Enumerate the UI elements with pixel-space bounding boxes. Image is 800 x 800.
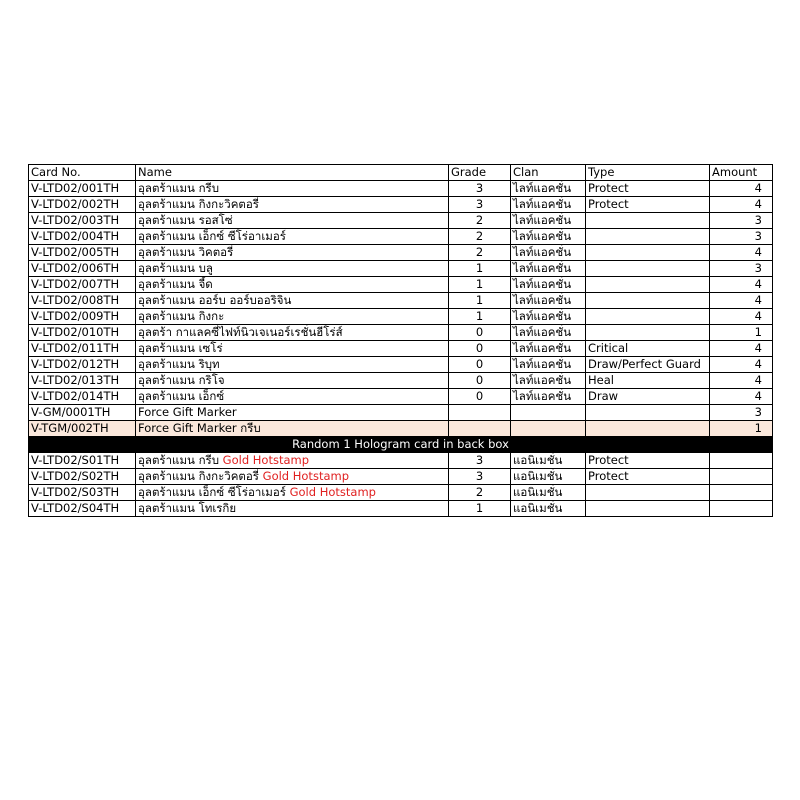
- grade-cell: 1: [449, 309, 511, 325]
- amount-cell: [710, 501, 773, 517]
- type-cell: Protect: [586, 181, 710, 197]
- grade-cell: 3: [449, 469, 511, 485]
- header-card-no: Card No.: [29, 165, 136, 181]
- type-cell: Protect: [586, 197, 710, 213]
- amount-cell: [710, 485, 773, 501]
- card-name: อุลตร้าแมน เซโร่: [138, 341, 223, 355]
- clan-cell: ไลท์แอคชั่น: [511, 357, 586, 373]
- card-no-cell: V-GM/0001TH: [29, 405, 136, 421]
- type-cell: [586, 261, 710, 277]
- card-no-cell: V-LTD02/003TH: [29, 213, 136, 229]
- card-no-cell: V-LTD02/S01TH: [29, 453, 136, 469]
- card-no-cell: V-TGM/002TH: [29, 421, 136, 437]
- banner-row: [29, 437, 773, 453]
- grade-cell: 2: [449, 229, 511, 245]
- type-cell: [586, 229, 710, 245]
- clan-cell: ไลท์แอคชั่น: [511, 245, 586, 261]
- card-no-cell: V-LTD02/014TH: [29, 389, 136, 405]
- hotstamp-label: Gold Hotstamp: [262, 469, 349, 483]
- name-cell: [136, 181, 449, 197]
- card-name: อุลตร้าแมน เอ็กซ์: [138, 389, 225, 403]
- clan-cell: ไลท์แอคชั่น: [511, 293, 586, 309]
- name-cell: [136, 197, 449, 213]
- card-no-cell: V-LTD02/013TH: [29, 373, 136, 389]
- table-row: [29, 469, 773, 485]
- amount-cell: 4: [710, 197, 773, 213]
- name-cell: [136, 341, 449, 357]
- type-cell: Draw: [586, 389, 710, 405]
- grade-cell: 1: [449, 293, 511, 309]
- name-cell: [136, 485, 449, 501]
- card-name: อุลตร้าแมน รอสโซ่: [138, 213, 233, 227]
- card-no-cell: V-LTD02/007TH: [29, 277, 136, 293]
- header-clan: Clan: [511, 165, 586, 181]
- table-row: [29, 501, 773, 517]
- card-name: อุลตร้าแมน ออร์บ ออร์บออริจิน: [138, 293, 292, 307]
- type-cell: Protect: [586, 453, 710, 469]
- header-row: [29, 165, 773, 181]
- card-no-cell: V-LTD02/009TH: [29, 309, 136, 325]
- table-row: [29, 389, 773, 405]
- table-row: [29, 261, 773, 277]
- table-row: [29, 405, 773, 421]
- card-no-cell: V-LTD02/S02TH: [29, 469, 136, 485]
- name-cell: [136, 501, 449, 517]
- name-cell: [136, 309, 449, 325]
- name-cell: [136, 453, 449, 469]
- grade-cell: 0: [449, 341, 511, 357]
- card-no-cell: V-LTD02/005TH: [29, 245, 136, 261]
- card-name: อุลตร้าแมน กริโจ: [138, 373, 225, 387]
- card-name: อุลตร้าแมน ริบุท: [138, 357, 220, 371]
- grade-cell: [449, 421, 511, 437]
- card-no-cell: V-LTD02/S04TH: [29, 501, 136, 517]
- card-no-cell: V-LTD02/004TH: [29, 229, 136, 245]
- grade-cell: 0: [449, 373, 511, 389]
- card-name: อุลตร้าแมน กิงกะวิคตอรี่: [138, 469, 263, 483]
- name-cell: [136, 261, 449, 277]
- table-row: [29, 357, 773, 373]
- clan-cell: ไลท์แอคชั่น: [511, 181, 586, 197]
- card-name: Force Gift Marker: [138, 405, 237, 419]
- card-no-cell: V-LTD02/006TH: [29, 261, 136, 277]
- table-row: [29, 245, 773, 261]
- clan-cell: แอนิเมชั่น: [511, 501, 586, 517]
- card-name: อุลตร้าแมน วิคตอรี่: [138, 245, 234, 259]
- hotstamp-label: Gold Hotstamp: [289, 485, 376, 499]
- clan-cell: ไลท์แอคชั่น: [511, 325, 586, 341]
- grade-cell: 2: [449, 213, 511, 229]
- grade-cell: 0: [449, 389, 511, 405]
- amount-cell: 1: [710, 421, 773, 437]
- amount-cell: 4: [710, 277, 773, 293]
- grade-cell: 1: [449, 501, 511, 517]
- name-cell: [136, 229, 449, 245]
- type-cell: [586, 421, 710, 437]
- type-cell: [586, 245, 710, 261]
- table-row: [29, 309, 773, 325]
- clan-cell: ไลท์แอคชั่น: [511, 373, 586, 389]
- grade-cell: [449, 405, 511, 421]
- table-row: [29, 213, 773, 229]
- amount-cell: 4: [710, 389, 773, 405]
- clan-cell: แอนิเมชั่น: [511, 469, 586, 485]
- card-list-table: [28, 164, 773, 517]
- grade-cell: 3: [449, 181, 511, 197]
- clan-cell: ไลท์แอคชั่น: [511, 389, 586, 405]
- card-no-cell: V-LTD02/002TH: [29, 197, 136, 213]
- clan-cell: ไลท์แอคชั่น: [511, 229, 586, 245]
- grade-cell: 0: [449, 325, 511, 341]
- header-name: Name: [136, 165, 449, 181]
- card-no-cell: V-LTD02/011TH: [29, 341, 136, 357]
- amount-cell: 3: [710, 261, 773, 277]
- card-name: Force Gift Marker กรีบ: [138, 421, 261, 435]
- card-no-cell: V-LTD02/S03TH: [29, 485, 136, 501]
- name-cell: [136, 373, 449, 389]
- card-name: อุลตร้าแมน เอ็กซ์ ซีโร่อาเมอร์: [138, 485, 290, 499]
- amount-cell: 4: [710, 293, 773, 309]
- clan-cell: ไลท์แอคชั่น: [511, 277, 586, 293]
- grade-cell: 3: [449, 453, 511, 469]
- grade-cell: 2: [449, 245, 511, 261]
- name-cell: [136, 213, 449, 229]
- type-cell: [586, 325, 710, 341]
- grade-cell: 3: [449, 197, 511, 213]
- grade-cell: 2: [449, 485, 511, 501]
- name-cell: [136, 421, 449, 437]
- amount-cell: 4: [710, 245, 773, 261]
- card-name: อุลตร้าแมน กรีบ: [138, 453, 223, 467]
- card-name: อุลตร้าแมน กิงกะวิคตอรี่: [138, 197, 259, 211]
- table-row: [29, 341, 773, 357]
- amount-cell: 4: [710, 341, 773, 357]
- table-row: [29, 277, 773, 293]
- amount-cell: 4: [710, 181, 773, 197]
- card-no-cell: V-LTD02/010TH: [29, 325, 136, 341]
- clan-cell: แอนิเมชั่น: [511, 453, 586, 469]
- card-name: อุลตร้าแมน จี้ด: [138, 277, 213, 291]
- amount-cell: 3: [710, 213, 773, 229]
- clan-cell: ไลท์แอคชั่น: [511, 197, 586, 213]
- clan-cell: ไลท์แอคชั่น: [511, 261, 586, 277]
- name-cell: [136, 325, 449, 341]
- grade-cell: 0: [449, 357, 511, 373]
- hotstamp-label: Gold Hotstamp: [222, 453, 310, 467]
- card-no-cell: V-LTD02/001TH: [29, 181, 136, 197]
- card-no-cell: V-LTD02/012TH: [29, 357, 136, 373]
- clan-cell: ไลท์แอคชั่น: [511, 341, 586, 357]
- card-name: อุลตร้าแมน โทเรกิย: [138, 501, 237, 515]
- name-cell: [136, 277, 449, 293]
- table-row: [29, 181, 773, 197]
- type-cell: [586, 293, 710, 309]
- name-cell: [136, 293, 449, 309]
- table-row: [29, 197, 773, 213]
- card-no-cell: V-LTD02/008TH: [29, 293, 136, 309]
- type-cell: Heal: [586, 373, 710, 389]
- card-name: อุลตร้า กาแลคซี่ไฟท์นิวเจเนอร์เรชั่นฮีโร่ส์: [138, 325, 343, 339]
- amount-cell: [710, 469, 773, 485]
- table-row: [29, 453, 773, 469]
- name-cell: [136, 469, 449, 485]
- type-cell: [586, 485, 710, 501]
- amount-cell: 1: [710, 325, 773, 341]
- type-cell: [586, 277, 710, 293]
- type-cell: [586, 405, 710, 421]
- clan-cell: ไลท์แอคชั่น: [511, 213, 586, 229]
- clan-cell: ไลท์แอคชั่น: [511, 309, 586, 325]
- table-row: [29, 293, 773, 309]
- clan-cell: [511, 405, 586, 421]
- type-cell: Protect: [586, 469, 710, 485]
- type-cell: [586, 213, 710, 229]
- name-cell: [136, 405, 449, 421]
- card-name: อุลตร้าแมน กิงกะ: [138, 309, 225, 323]
- table-row: [29, 325, 773, 341]
- table-row: [29, 229, 773, 245]
- amount-cell: 4: [710, 357, 773, 373]
- type-cell: Critical: [586, 341, 710, 357]
- header-grade: Grade: [449, 165, 511, 181]
- type-cell: [586, 309, 710, 325]
- clan-cell: [511, 421, 586, 437]
- card-name: อุลตร้าแมน เอ็กซ์ ซีโร่อาเมอร์: [138, 229, 286, 243]
- type-cell: Draw/Perfect Guard: [586, 357, 710, 373]
- header-amount: Amount: [710, 165, 773, 181]
- amount-cell: [710, 453, 773, 469]
- header-type: Type: [586, 165, 710, 181]
- name-cell: [136, 389, 449, 405]
- table-row: [29, 373, 773, 389]
- name-cell: [136, 357, 449, 373]
- name-cell: [136, 245, 449, 261]
- type-cell: [586, 501, 710, 517]
- table-row: [29, 485, 773, 501]
- amount-cell: 3: [710, 229, 773, 245]
- amount-cell: 3: [710, 405, 773, 421]
- hologram-banner: Random 1 Hologram card in back box: [29, 437, 773, 453]
- card-name: อุลตร้าแมน บลู: [138, 261, 213, 275]
- card-name: อุลตร้าแมน กรีบ: [138, 181, 220, 195]
- table-row: [29, 421, 773, 437]
- clan-cell: แอนิเมชั่น: [511, 485, 586, 501]
- table-body: [29, 181, 773, 517]
- amount-cell: 4: [710, 373, 773, 389]
- amount-cell: 4: [710, 309, 773, 325]
- grade-cell: 1: [449, 277, 511, 293]
- grade-cell: 1: [449, 261, 511, 277]
